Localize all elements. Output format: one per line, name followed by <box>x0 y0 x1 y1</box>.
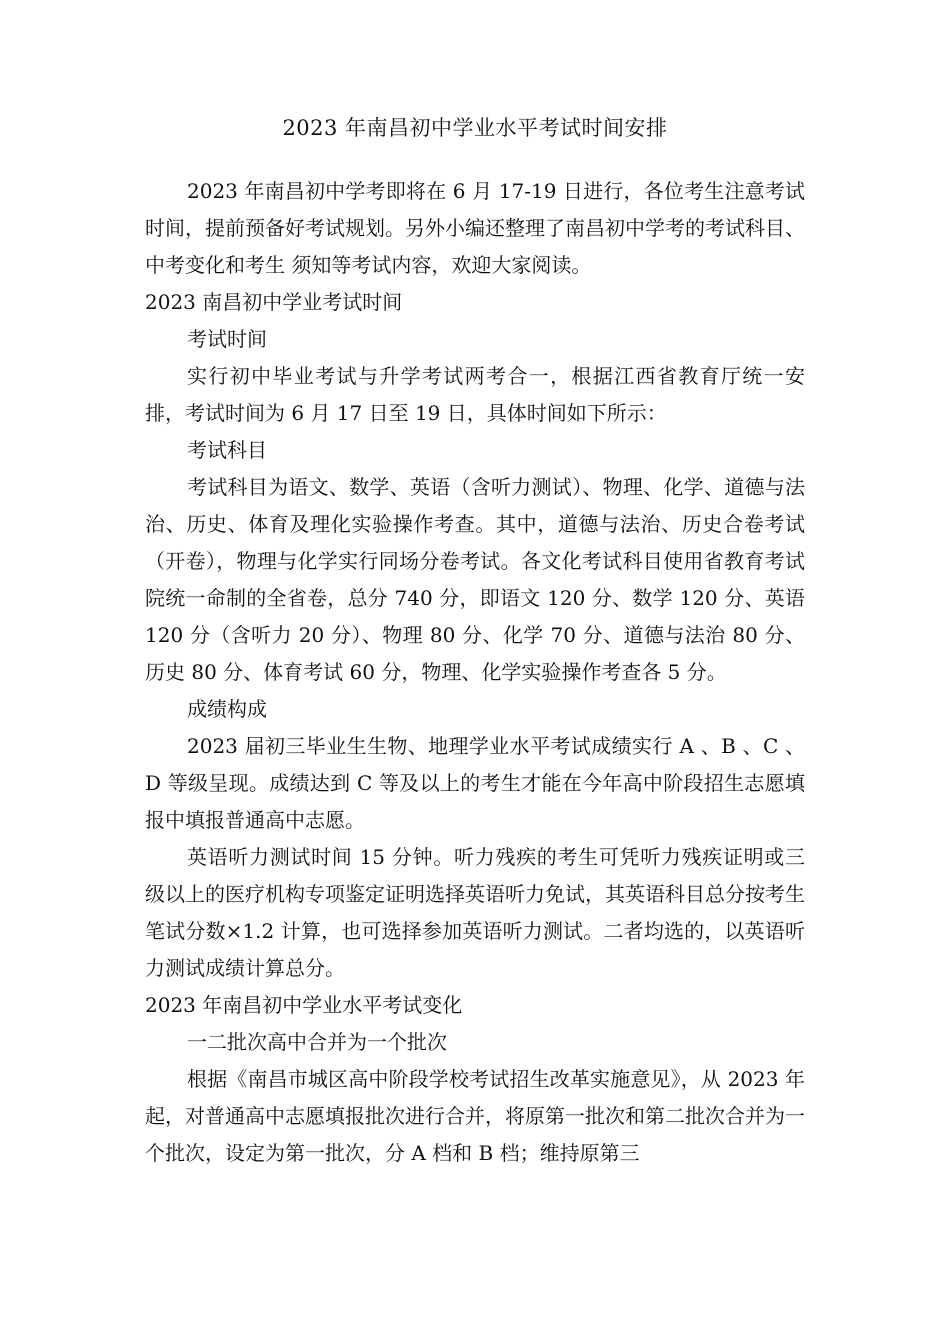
section-heading-exam-time: 2023 南昌初中学业考试时间 <box>145 290 403 314</box>
subheading-exam-subjects: 考试科目 <box>187 438 267 462</box>
document-title: 2023 年南昌初中学业水平考试时间安排 <box>282 116 668 140</box>
section-heading-exam-changes: 2023 年南昌初中学业水平考试变化 <box>145 993 463 1017</box>
subheading-batch-merge: 一二批次高中合并为一个批次 <box>187 1030 447 1054</box>
paragraph-exam-time: 实行初中毕业考试与升学考试两考合一，根据江西省教育厅统一安排，考试时间为 6 月 17 日至 19 日，具体时间如下所示： <box>145 364 805 425</box>
paragraph-intro: 2023 年南昌初中学考即将在 6 月 17-19 日进行，各位考生注意考试时间，提前预备好考试规划。另外小编还整理了南昌初中学考的考试科目、中考变化和考生 须知等考试内容，欢迎大家阅读。 <box>145 179 805 277</box>
paragraph-listening-test: 英语听力测试时间 15 分钟。听力残疾的考生可凭听力残疾证明或三级以上的医疗机构专项鉴定证明选择英语听力免试，其英语科目总分按考生笔试分数×1.2 计算，也可选择参加英语听力测试。二者均选的，以英语听力测试成绩计算总分。 <box>145 845 805 980</box>
document-body <box>145 173 805 1172</box>
paragraph-exam-subjects: 考试科目为语文、数学、英语（含听力测试）、物理、化学、道德与法治、历史、体育及理化实验操作考查。其中，道德与法治、历史合卷考试（开卷），物理与化学实行同场分卷考试。各文化考试科目使用省教育考试院统一命制的全省卷，总分 740 分，即语文 120 分、数学 120 分、英语 120 分（含听力 20 分）、物理 80 分、化学 70 分、道德与法治 80 分、历史 80 分、体育考试 60 分，物理、化学实验操作考查各 5 分。 <box>145 475 805 684</box>
paragraph-score-grades: 2023 届初三毕业生生物、地理学业水平考试成绩实行 A 、B 、C 、D 等级呈现。成绩达到 C 等及以上的考生才能在今年高中阶段招生志愿填报中填报普通高中志愿。 <box>145 734 805 832</box>
paragraph-batch-merge: 根据《南昌市城区高中阶段学校考试招生改革实施意见》，从 2023 年起，对普通高中志愿填报批次进行合并，将原第一批次和第二批次合并为一个批次，设定为第一批次，分 A 档和 B 档；维持原第三 <box>145 1067 805 1165</box>
subheading-score-composition: 成绩构成 <box>187 697 267 721</box>
subheading-exam-time: 考试时间 <box>187 327 267 351</box>
